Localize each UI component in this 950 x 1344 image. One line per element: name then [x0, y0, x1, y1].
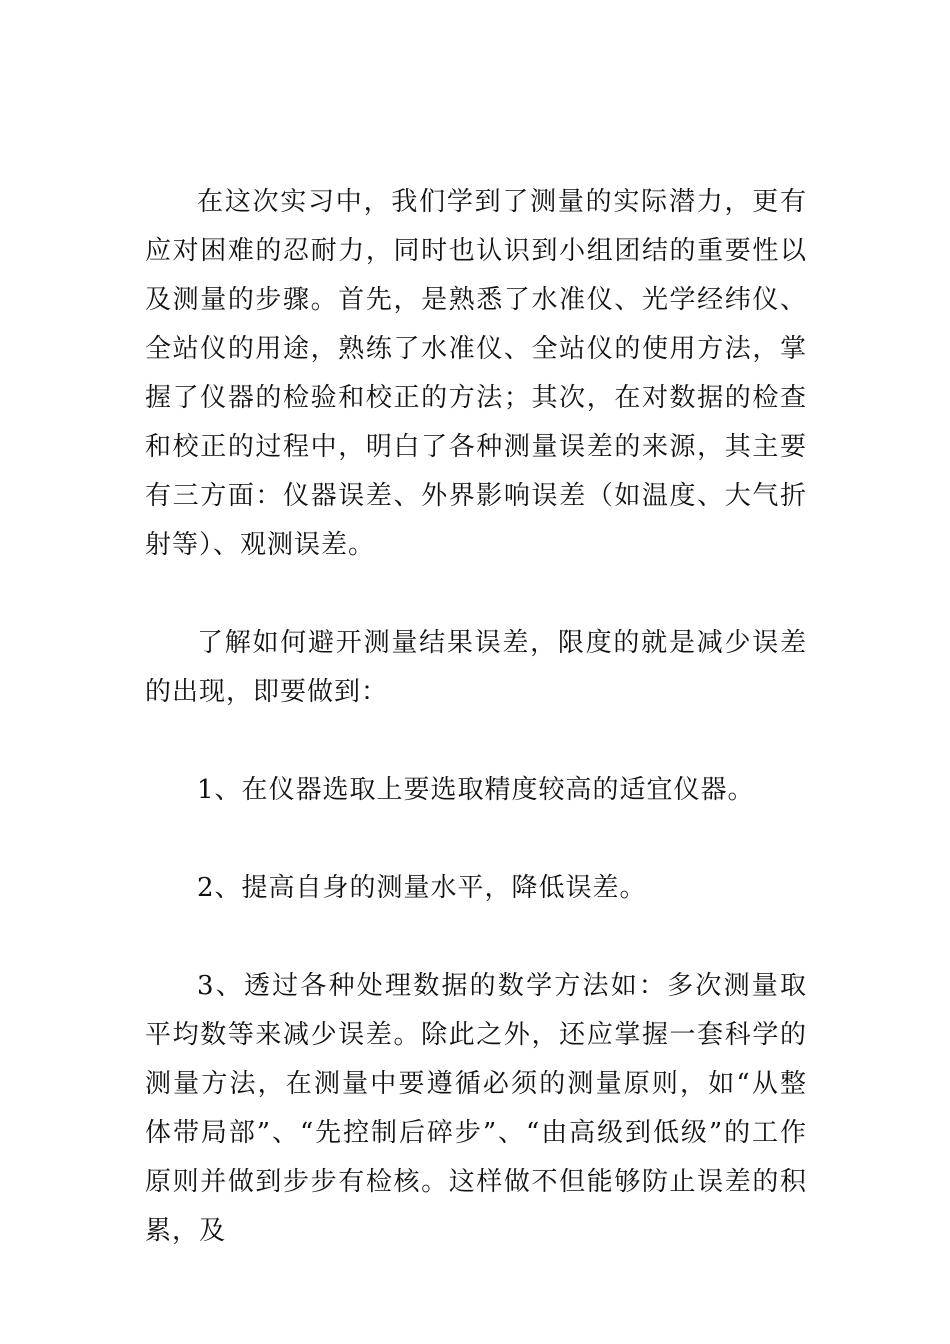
paragraph-2: 了解如何避开测量结果误差，限度的就是减少误差的出现，即要做到： [145, 628, 807, 707]
document-body [145, 178, 807, 1256]
paragraph-1: 在这次实习中，我们学到了测量的实际潜力，更有应对困难的忍耐力，同时也认识到小组团结的重要性以及测量的步骤。首先，是熟悉了水准仪、光学经纬仪、全站仪的用途，熟练了水准仪、全站仪的使用方法，掌握了仪器的检验和校正的方法；其次，在对数据的检查和校正的过程中，明白了各种测量误差的来源，其主要有三方面：仪器误差、外界影响误差（如温度、大气折射等）、观测误差。 [145, 187, 807, 560]
list-item-3: 3、透过各种处理数据的数学方法如：多次测量取平均数等来减少误差。除此之外，还应掌握一套科学的测量方法，在测量中要遵循必须的测量原则，如“从整体带局部”、“先控制后碎步”、“由高级到低级”的工作原则并做到步步有检核。这样做不但能够防止误差的积累，及 [145, 971, 807, 1246]
list-item-1: 1、在仪器选取上要选取精度较高的适宜仪器。 [197, 775, 755, 805]
list-item-2: 2、提高自身的测量水平，降低误差。 [197, 873, 647, 903]
